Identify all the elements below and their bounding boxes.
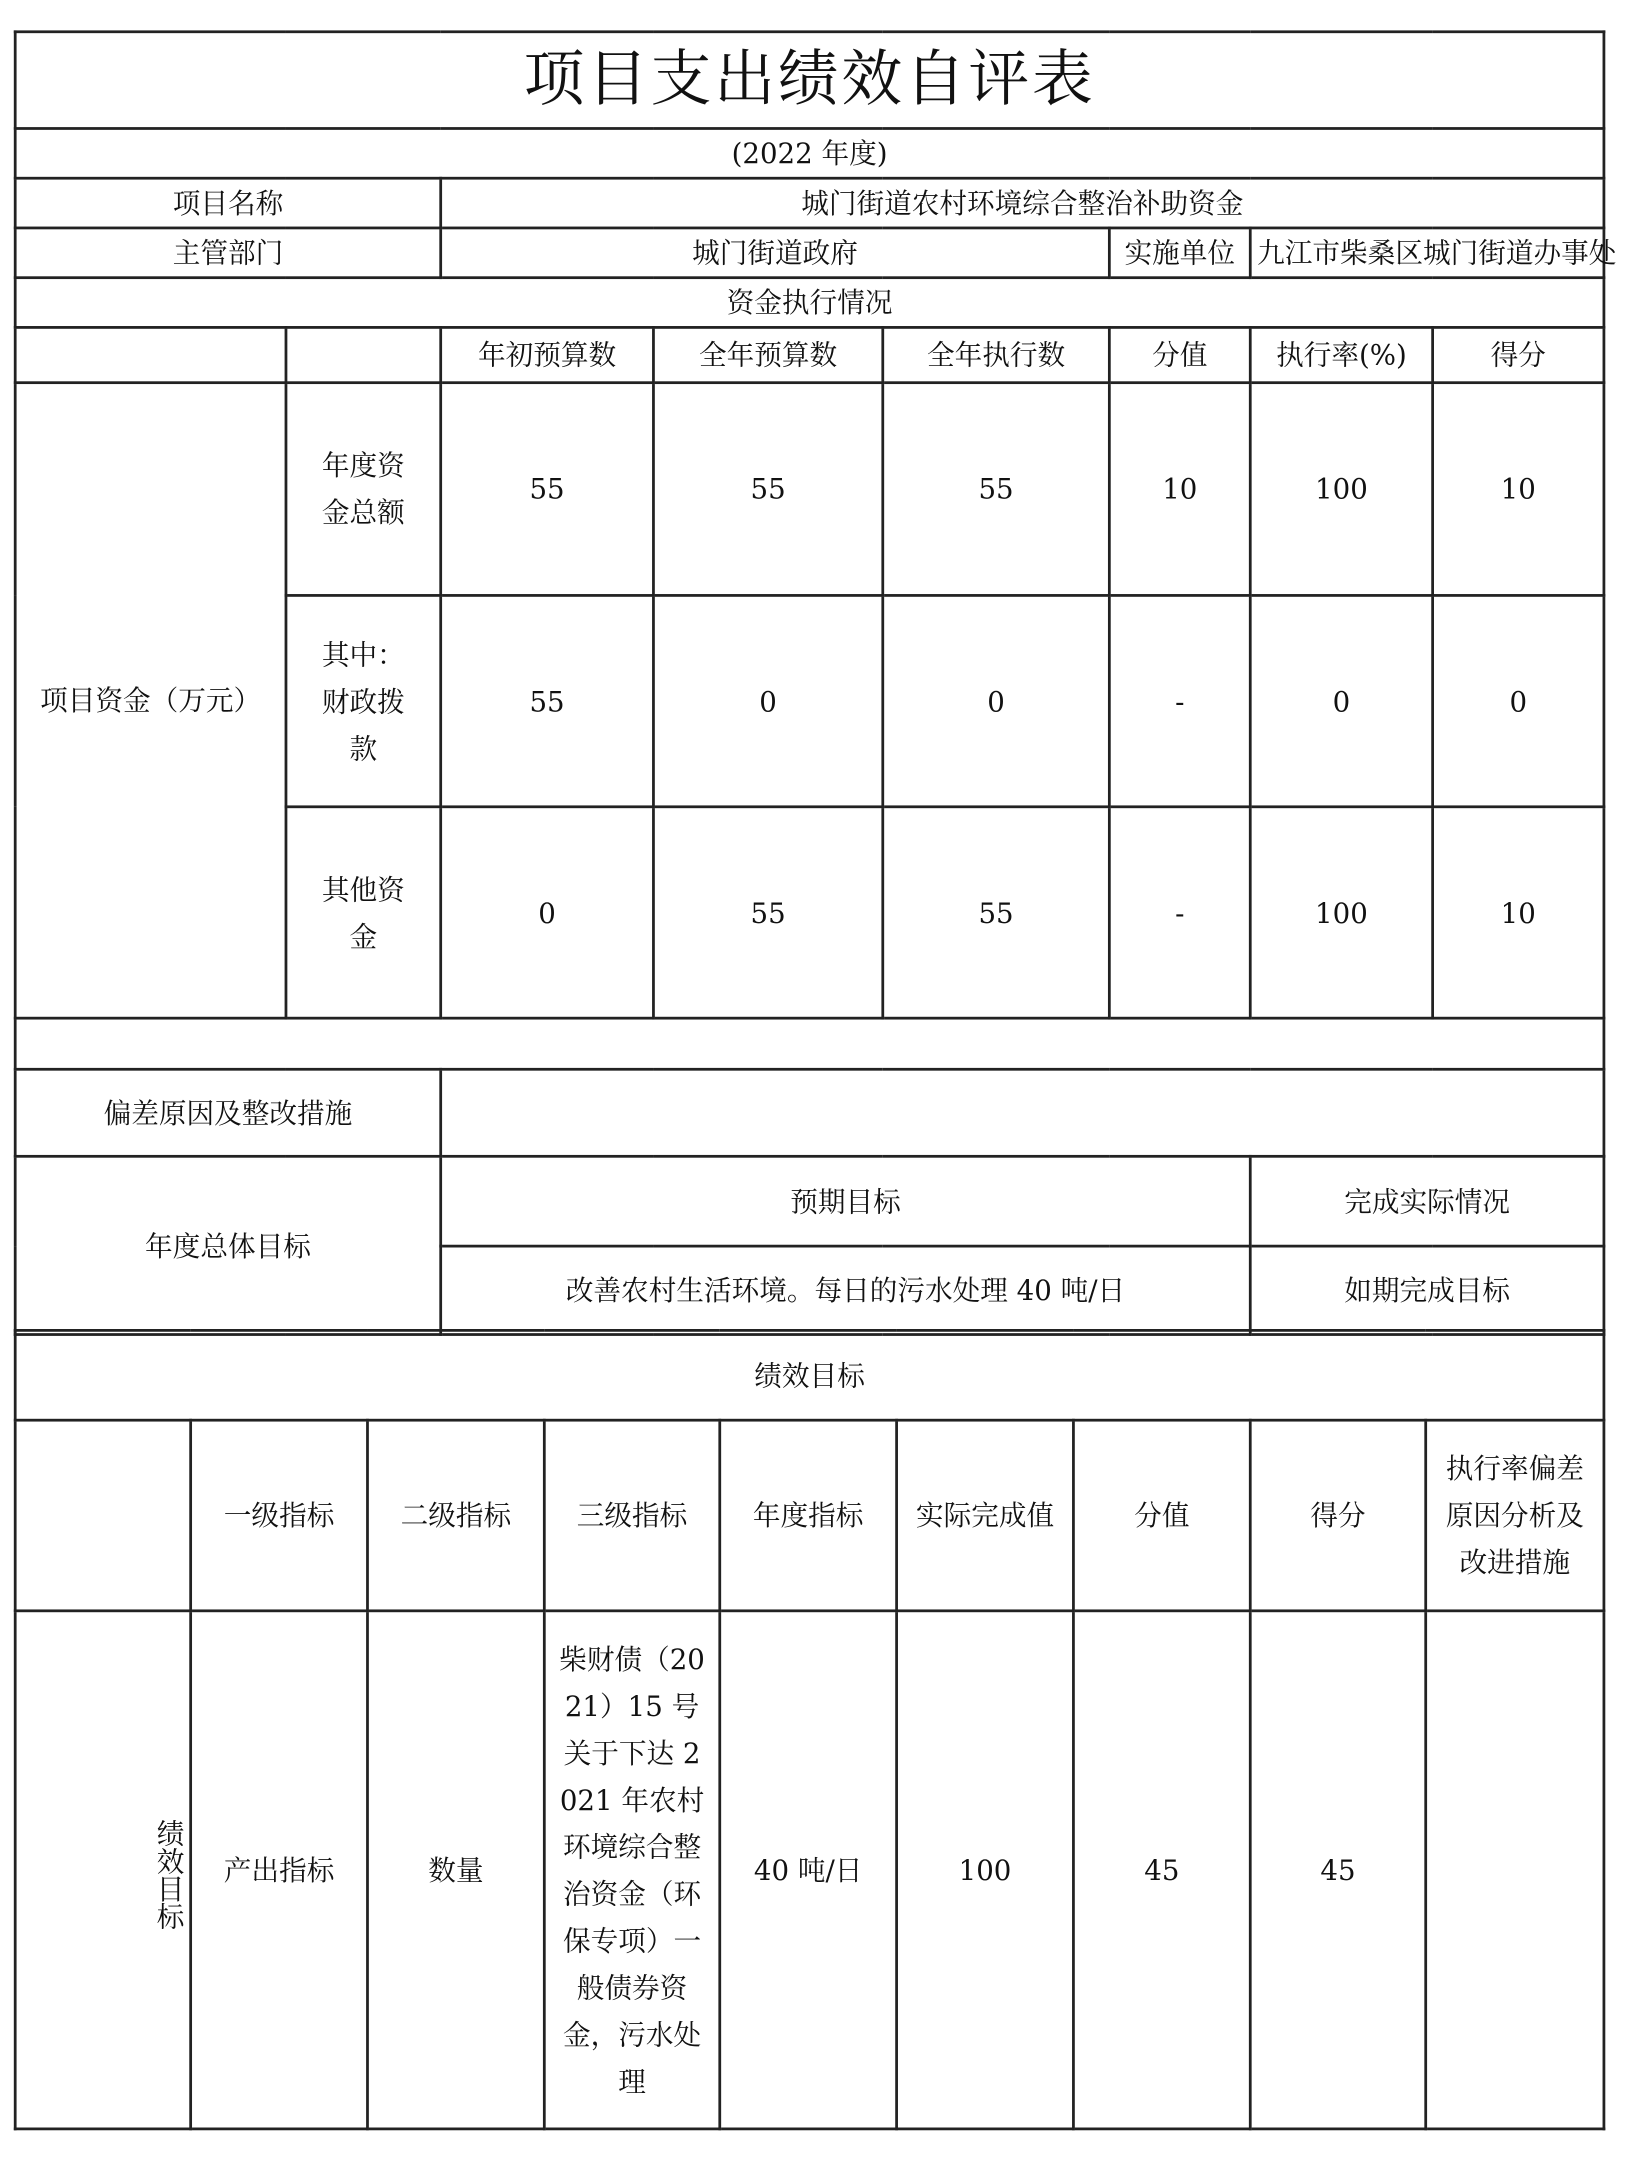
deviation-label: 偏差原因及整改措施: [15, 1069, 441, 1156]
cell: 45: [1250, 1611, 1425, 2129]
perf-side-label: 绩效目标: [15, 1611, 190, 2129]
funds-group-label: 项目资金（万元）: [15, 383, 286, 1018]
header-cell: 三级指标: [544, 1420, 719, 1611]
impl: 九江市柴桑区城门街道办事处: [1250, 228, 1604, 278]
cell: 55: [883, 383, 1110, 596]
cell: 45: [1073, 1611, 1250, 2129]
perf-section: 绩效目标: [15, 1330, 1604, 1420]
cell: 55: [653, 807, 882, 1018]
cell: -: [1109, 595, 1250, 806]
project-name: 城门街道农村环境综合整治补助资金: [441, 178, 1604, 228]
cell: 0: [1250, 595, 1432, 806]
actual-value: 如期完成目标: [1250, 1246, 1604, 1334]
cell: 55: [653, 383, 882, 596]
cell: 40 吨/日: [720, 1611, 897, 2129]
cell: 柴财债（2021）15 号关于下达 2021 年农村环境综合整治资金（环保专项）一般债券资金，污水处理: [544, 1611, 719, 2129]
cell: 产出指标: [191, 1611, 368, 2129]
cell: 数量: [367, 1611, 544, 2129]
cell: [1426, 1611, 1604, 2129]
cell: 100: [897, 1611, 1074, 2129]
annual-goal-label: 年度总体目标: [15, 1156, 441, 1334]
dept: 城门街道政府: [441, 228, 1110, 278]
cell: 55: [441, 595, 654, 806]
impl-label: 实施单位: [1109, 228, 1250, 278]
actual-label: 完成实际情况: [1250, 1156, 1604, 1246]
year: (2022 年度): [15, 128, 1604, 178]
header-cell: 全年预算数: [653, 327, 882, 382]
cell: -: [1109, 807, 1250, 1018]
cell: 55: [441, 383, 654, 596]
header-cell: 年初预算数: [441, 327, 654, 382]
performance-table: [14, 1329, 1605, 2130]
cell: 0: [883, 595, 1110, 806]
table-row: [15, 1611, 1604, 2129]
funds-table: [14, 30, 1617, 1336]
header-cell: 年度指标: [720, 1420, 897, 1611]
header-cell: 执行率偏差原因分析及改进措施: [1426, 1420, 1604, 1611]
cell: 0: [653, 595, 882, 806]
header-cell: 二级指标: [367, 1420, 544, 1611]
table-row: [15, 383, 1604, 596]
header-cell: 分值: [1073, 1420, 1250, 1611]
header-cell: 执行率(%): [1250, 327, 1432, 382]
cell: 10: [1433, 383, 1604, 596]
header-cell: 得分: [1250, 1420, 1425, 1611]
expected-label: 预期目标: [441, 1156, 1251, 1246]
row-label: 年度资金总额: [286, 383, 441, 596]
deviation-value: [441, 1069, 1604, 1156]
cell: 55: [883, 807, 1110, 1018]
blank-cell: [15, 1420, 190, 1611]
blank-row: [15, 1018, 1604, 1069]
header-cell: 得分: [1433, 327, 1604, 382]
row-label: 其中：财政拨款: [286, 595, 441, 806]
cell: 100: [1250, 807, 1432, 1018]
cell: 10: [1109, 383, 1250, 596]
project-name-label: 项目名称: [15, 178, 441, 228]
blank-cell: [15, 327, 286, 382]
cell: 10: [1433, 807, 1604, 1018]
funds-section: 资金执行情况: [15, 278, 1604, 328]
cell: 0: [1433, 595, 1604, 806]
header-cell: 分值: [1109, 327, 1250, 382]
row-label: 其他资金: [286, 807, 441, 1018]
blank-cell: [286, 327, 441, 382]
header-cell: 全年执行数: [883, 327, 1110, 382]
cell: 100: [1250, 383, 1432, 596]
cell: 0: [441, 807, 654, 1018]
header-cell: 实际完成值: [897, 1420, 1074, 1611]
header-cell: 一级指标: [191, 1420, 368, 1611]
expected-value: 改善农村生活环境。每日的污水处理 40 吨/日: [441, 1246, 1251, 1334]
page-title: 项目支出绩效自评表: [15, 32, 1604, 129]
dept-label: 主管部门: [15, 228, 441, 278]
